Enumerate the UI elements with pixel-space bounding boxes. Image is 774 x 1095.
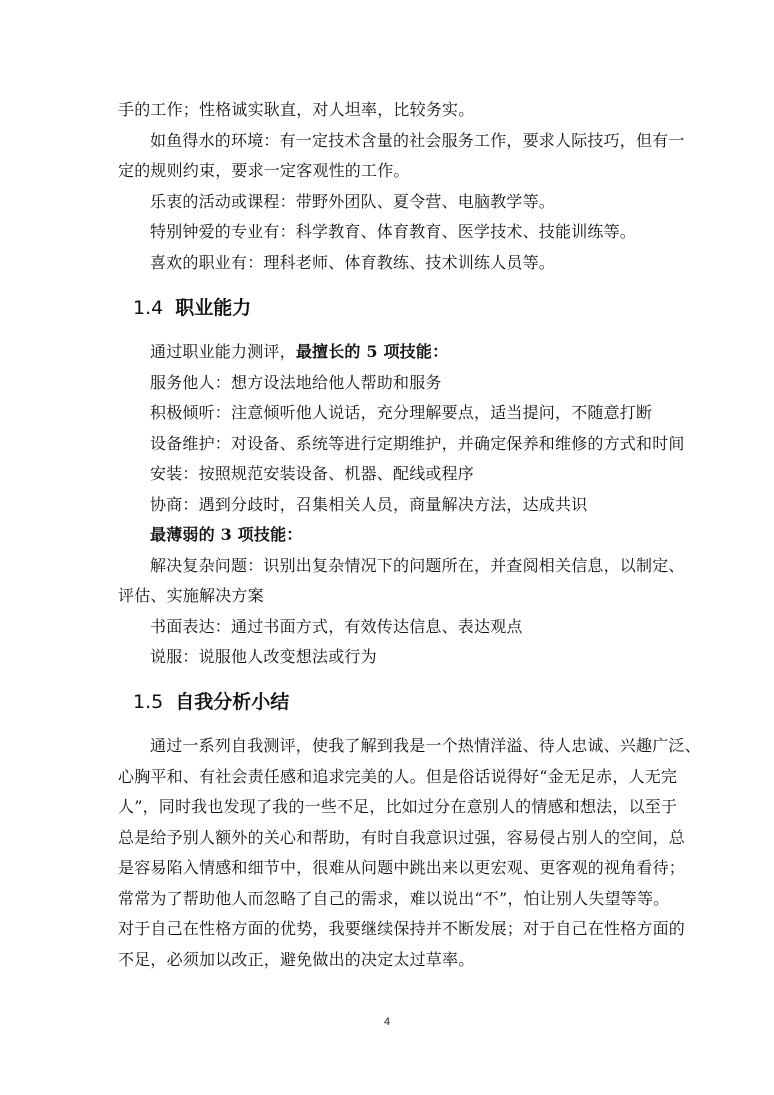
section-number: 1.5 [133, 691, 164, 713]
weaknesses-heading: 最薄弱的 3 项技能： [150, 525, 303, 544]
paragraph-line: 手的工作；性格诚实耿直，对人坦率，比较务实。 [118, 100, 475, 119]
summary-line: 通过一系列自我测评，使我了解到我是一个热情洋溢、待人忠诚、兴趣广泛、 [150, 736, 701, 755]
weakness-item: 书面表达：通过书面方式，有效传达信息、表达观点 [150, 617, 523, 636]
summary-line: 总是给予别人额外的关心和帮助，有时自我意识过强，容易侵占别人的空间，总 [118, 828, 686, 847]
strength-item: 设备维护：对设备、系统等进行定期维护，并确定保养和维修的方式和时间 [150, 434, 685, 453]
section-heading-1-4 [133, 296, 251, 320]
paragraph-line: 如鱼得水的环境：有一定技术含量的社会服务工作，要求人际技巧，但有一 [150, 131, 685, 150]
strength-item: 安装：按照规范安装设备、机器、配线或程序 [150, 464, 475, 483]
section-title: 自我分析小结 [175, 691, 290, 713]
summary-line: 人”，同时我也发现了我的一些不足，比如过分在意别人的情感和想法，以至于 [118, 797, 678, 816]
paragraph-line: 乐衷的活动或课程：带野外团队、夏令营、电脑教学等。 [150, 192, 556, 211]
strengths-heading: 最擅长的 5 项技能： [295, 342, 449, 361]
paragraph-line: 喜欢的职业有：理科老师、体育教练、技术训练人员等。 [150, 253, 556, 272]
section-number: 1.4 [133, 297, 164, 319]
weakness-item: 说服：说服他人改变想法或行为 [150, 647, 377, 666]
summary-line: 对于自己在性格方面的优势，我要继续保持并不断发展；对于自己在性格方面的 [118, 919, 686, 938]
section-heading-1-5 [133, 690, 289, 714]
summary-line: 心胸平和、有社会责任感和追求完美的人。但是俗话说得好“金无足赤，人无完 [118, 767, 678, 786]
abilities-intro [150, 342, 690, 362]
summary-line: 常常为了帮助他人而忽略了自己的需求，难以说出“不”，怕让别人失望等等。 [118, 889, 670, 908]
section-title: 职业能力 [175, 297, 252, 319]
strength-item: 积极倾听：注意倾听他人说话，充分理解要点，适当提问，不随意打断 [150, 403, 653, 422]
strength-item: 服务他人：想方设法地给他人帮助和服务 [150, 373, 442, 392]
summary-line: 不足，必须加以改正，避免做出的决定太过草率。 [118, 950, 475, 969]
paragraph-line: 定的规则约束，要求一定客观性的工作。 [118, 161, 410, 180]
page-number: 4 [383, 1016, 391, 1028]
strength-item: 协商：遇到分歧时，召集相关人员，商量解决方法，达成共识 [150, 495, 588, 514]
paragraph-line: 特别钟爱的专业有：科学教育、体育教育、医学技术、技能训练等。 [150, 222, 637, 241]
weakness-item: 解决复杂问题：识别出复杂情况下的问题所在，并查阅相关信息，以制定、 [150, 556, 685, 575]
weakness-item-continued: 评估、实施解决方案 [118, 586, 264, 605]
abilities-intro-text: 通过职业能力测评， [150, 342, 296, 361]
summary-line: 是容易陷入情感和细节中，很难从问题中跳出来以更宏观、更客观的视角看待； [118, 858, 686, 877]
